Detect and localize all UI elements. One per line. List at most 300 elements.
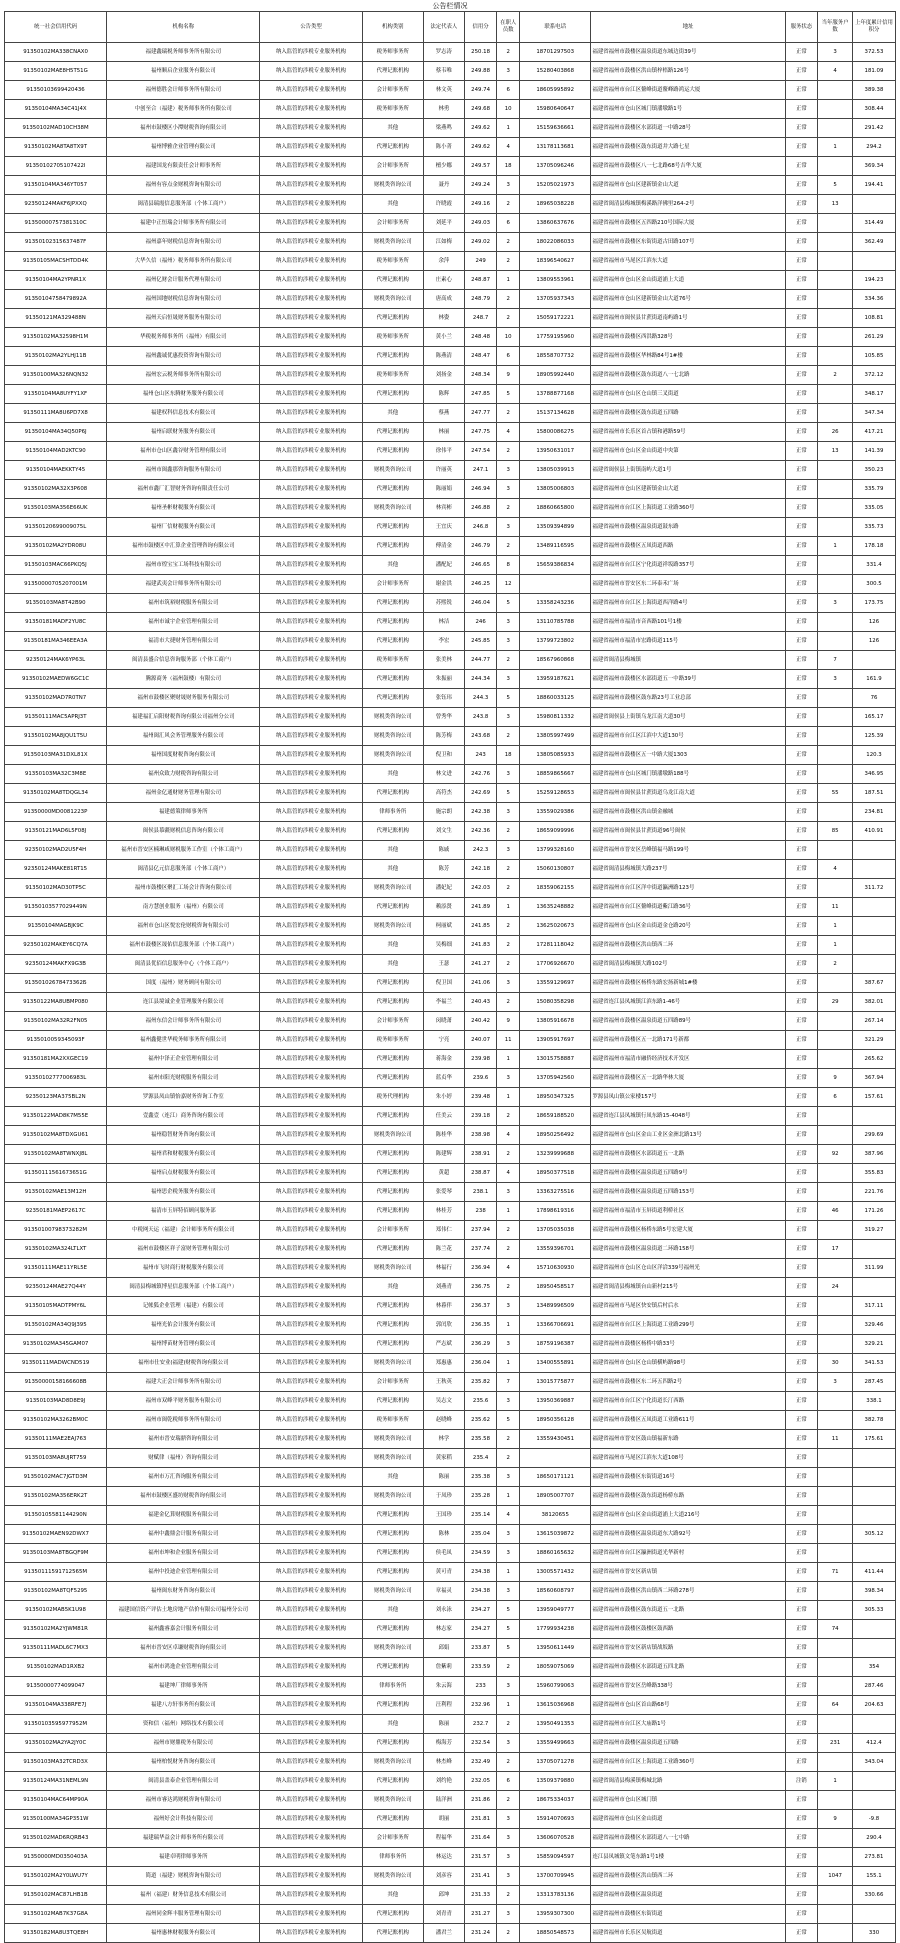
- table-cell: 福州中鑫鼎会计服务有限公司: [107, 1525, 260, 1544]
- table-cell: 福建省福州市台江区上海街道工业路299号: [591, 1316, 785, 1335]
- table-cell: 287.46: [852, 1677, 895, 1696]
- table-cell: 纳入监管的涉税专业服务机构: [260, 138, 362, 157]
- table-cell: 福建省福州市仓山区建新镇金山大道: [591, 480, 785, 499]
- table-cell: 福建省福州市鼓楼区水部街道八一七中路: [591, 1829, 785, 1848]
- table-cell: 246: [464, 613, 497, 632]
- table-cell: 2: [497, 499, 519, 518]
- table-cell: 15205021973: [519, 176, 591, 195]
- table-cell: 其他: [362, 195, 423, 214]
- table-cell: 91350102777006983L: [5, 1069, 107, 1088]
- table-cell: 财税类咨询公司: [362, 1449, 423, 1468]
- table-cell: 6: [497, 1772, 519, 1791]
- table-cell: 91350102MA338CNAX0: [5, 43, 107, 62]
- table-cell: 2: [497, 860, 519, 879]
- table-cell: 福州君和财税服务有限公司: [107, 1145, 260, 1164]
- table-cell: 91350104758479892A: [5, 290, 107, 309]
- table-cell: 潘配妃: [423, 556, 464, 575]
- table-cell: 汪利程: [423, 1696, 464, 1715]
- table-cell: 17799934238: [519, 1620, 591, 1639]
- table-cell: 福州市闽鑫那咨询服务有限公司: [107, 461, 260, 480]
- table-cell: 231.86: [464, 1791, 497, 1810]
- table-cell: 248.47: [464, 347, 497, 366]
- table-cell: 福州市鑫厂汇智财务咨询有限责任公司: [107, 480, 260, 499]
- table-cell: 13705035038: [519, 1221, 591, 1240]
- table-cell: 38120655: [519, 1506, 591, 1525]
- table-cell: 91350102MAC7JGTD3M: [5, 1468, 107, 1487]
- table-cell: 13905917697: [519, 1031, 591, 1050]
- table-cell: 唐高成: [423, 290, 464, 309]
- table-cell: 15980640647: [519, 100, 591, 119]
- table-cell: 纳入监管的涉税专业服务机构: [260, 1715, 362, 1734]
- table-cell: 律师事务所: [362, 803, 423, 822]
- table-cell: [818, 1050, 853, 1069]
- table-cell: 346.95: [852, 765, 895, 784]
- table-cell: 代理记账机构: [362, 1658, 423, 1677]
- table-cell: 税务代理机构: [362, 1088, 423, 1107]
- table-cell: [818, 1506, 853, 1525]
- table-cell: 正常: [785, 1050, 818, 1069]
- table-cell: 299.69: [852, 1126, 895, 1145]
- table-cell: 1: [497, 1696, 519, 1715]
- table-cell: -9.8: [852, 1810, 895, 1829]
- column-header: 机构类别: [362, 12, 423, 43]
- table-cell: 正常: [785, 214, 818, 233]
- table-cell: 13559029386: [519, 803, 591, 822]
- table-cell: 刘彦容: [423, 1867, 464, 1886]
- table-cell: 91350181MADF2YU8C: [5, 613, 107, 632]
- table-cell: 纳入监管的涉税专业服务机构: [260, 1392, 362, 1411]
- table-row: [5, 43, 896, 62]
- table-cell: 3: [497, 708, 519, 727]
- table-cell: [818, 1221, 853, 1240]
- table-cell: 财税类咨询公司: [362, 1867, 423, 1886]
- table-cell: 235.4: [464, 1449, 497, 1468]
- table-cell: 财税类咨询公司: [362, 1430, 423, 1449]
- table-cell: 3: [497, 1183, 519, 1202]
- table-cell: 纳入监管的涉税专业服务机构: [260, 309, 362, 328]
- table-cell: 91350102MAE8H5T51G: [5, 62, 107, 81]
- table-cell: 311.99: [852, 1259, 895, 1278]
- table-cell: 陈芳: [423, 860, 464, 879]
- table-cell: 12: [497, 575, 519, 594]
- table-cell: 1: [497, 1354, 519, 1373]
- table-cell: 正常: [785, 689, 818, 708]
- table-cell: 福州市鸿逸企业管理有限公司: [107, 1658, 260, 1677]
- table-cell: 233.87: [464, 1639, 497, 1658]
- table-cell: 正常: [785, 1430, 818, 1449]
- table-cell: 18759196387: [519, 1335, 591, 1354]
- table-cell: 3: [818, 43, 853, 62]
- table-cell: 程福华: [423, 1829, 464, 1848]
- table-cell: 338.1: [852, 1392, 895, 1411]
- table-cell: 代理记账机构: [362, 1544, 423, 1563]
- table-cell: 福州鑫诚优惠投资咨询有限公司: [107, 347, 260, 366]
- table-cell: 350.23: [852, 461, 895, 480]
- table-row: [5, 1715, 896, 1734]
- table-cell: 13950491353: [519, 1715, 591, 1734]
- table-cell: 232.05: [464, 1772, 497, 1791]
- table-row: [5, 309, 896, 328]
- table-row: [5, 1050, 896, 1069]
- table-cell: 235.58: [464, 1430, 497, 1449]
- table-cell: [818, 214, 853, 233]
- table-cell: 纳入监管的涉税专业服务机构: [260, 1753, 362, 1772]
- table-cell: 232.49: [464, 1753, 497, 1772]
- table-row: [5, 1544, 896, 1563]
- table-cell: 纳入监管的涉税专业服务机构: [260, 993, 362, 1012]
- table-cell: [852, 1791, 895, 1810]
- table-cell: 纳入监管的涉税专业服务机构: [260, 1088, 362, 1107]
- table-cell: 3: [497, 632, 519, 651]
- table-cell: 福建省福州市福清市融侨经济技术开发区: [591, 1050, 785, 1069]
- table-cell: 13509379880: [519, 1772, 591, 1791]
- table-cell: 1047: [818, 1867, 853, 1886]
- table-cell: [818, 100, 853, 119]
- table-cell: 郭闰欣: [423, 1316, 464, 1335]
- table-cell: 闽清县瑞霞信息服务部（个体工商户）: [107, 195, 260, 214]
- table-cell: 纳入监管的涉税专业服务机构: [260, 537, 362, 556]
- table-cell: 181.09: [852, 62, 895, 81]
- table-cell: 1: [497, 1050, 519, 1069]
- table-cell: 正常: [785, 100, 818, 119]
- table-cell: [852, 1240, 895, 1259]
- table-row: [5, 461, 896, 480]
- table-cell: 福州嘉年财税信息咨询有限公司: [107, 233, 260, 252]
- table-row: [5, 1240, 896, 1259]
- table-cell: 369.34: [852, 157, 895, 176]
- table-cell: 91350102MAEDW6GC1C: [5, 670, 107, 689]
- table-cell: 91350102MA2YLHJ11B: [5, 347, 107, 366]
- table-cell: 正常: [785, 1506, 818, 1525]
- table-cell: 91350104MAD2KTC90: [5, 442, 107, 461]
- table-cell: 福建省闽清县梅城镇大路102号: [591, 955, 785, 974]
- table-cell: 福州市仓山区悦宏伦财税咨询有限公司: [107, 917, 260, 936]
- table-cell: 代理记账机构: [362, 670, 423, 689]
- table-cell: 福清市大捷财务管理有限公司: [107, 632, 260, 651]
- table-cell: 正常: [785, 822, 818, 841]
- table-row: [5, 860, 896, 879]
- table-cell: 胡丽: [423, 1810, 464, 1829]
- table-cell: 会计师事务所: [362, 575, 423, 594]
- table-cell: 纳入监管的涉税专业服务机构: [260, 1772, 362, 1791]
- table-cell: 26: [818, 423, 853, 442]
- table-cell: 福建省福州市台江区鳌峰街道鳌峰路鸿运大厦: [591, 81, 785, 100]
- table-cell: 林暮伴: [423, 1297, 464, 1316]
- table-cell: 南方慧创业服务（福州）有限公司: [107, 898, 260, 917]
- table-cell: 7: [497, 1373, 519, 1392]
- table-cell: 18950356128: [519, 1411, 591, 1430]
- table-cell: 1: [497, 898, 519, 917]
- table-cell: 3: [497, 461, 519, 480]
- table-cell: [818, 727, 853, 746]
- table-cell: [852, 1620, 895, 1639]
- table-cell: 黄小兰: [423, 328, 464, 347]
- table-cell: 11: [818, 1430, 853, 1449]
- table-cell: 福建省闽侯县上街镇乌龙江南大道30号: [591, 708, 785, 727]
- table-cell: 福州市万汇咨询服务有限公司: [107, 1468, 260, 1487]
- table-cell: 30: [818, 1354, 853, 1373]
- table-row: [5, 252, 896, 271]
- table-cell: 15980811332: [519, 708, 591, 727]
- table-cell: 4: [497, 138, 519, 157]
- table-cell: 福州中泽正企业管理有限公司: [107, 1050, 260, 1069]
- table-cell: 福建省连江县凤城镇江滨东路1-46号: [591, 993, 785, 1012]
- table-cell: 3: [497, 480, 519, 499]
- table-header: [5, 12, 896, 43]
- table-cell: 6: [497, 347, 519, 366]
- table-cell: 2: [818, 366, 853, 385]
- table-cell: 243.8: [464, 708, 497, 727]
- table-cell: 福州市仕安业(福建)财税咨询有限公司: [107, 1354, 260, 1373]
- table-cell: 纳入监管的涉税专业服务机构: [260, 1544, 362, 1563]
- table-cell: 福建省福州市仓山区城门镇潘墩路1号: [591, 100, 785, 119]
- table-cell: 2: [497, 309, 519, 328]
- table-cell: 会计师事务所: [362, 1221, 423, 1240]
- table-cell: 5: [497, 594, 519, 613]
- table-cell: 3: [497, 1848, 519, 1867]
- table-cell: 纳入监管的涉税专业服务机构: [260, 1354, 362, 1373]
- table-cell: 闽侯县慕疆财税信息咨询有限公司: [107, 822, 260, 841]
- table-cell: 410.91: [852, 822, 895, 841]
- table-cell: 正常: [785, 879, 818, 898]
- table-cell: 正常: [785, 404, 818, 423]
- table-cell: 正常: [785, 1867, 818, 1886]
- table-cell: 正常: [785, 632, 818, 651]
- table-cell: 朱振丽: [423, 670, 464, 689]
- table-cell: 陈丽: [423, 1468, 464, 1487]
- table-row: [5, 1696, 896, 1715]
- table-cell: 纳入监管的涉税专业服务机构: [260, 1240, 362, 1259]
- table-cell: [818, 1791, 853, 1810]
- table-cell: 福州金亿通财财务管理有限公司: [107, 784, 260, 803]
- table-cell: 施宗朗: [423, 803, 464, 822]
- table-cell: 福建德策律师事务所: [107, 803, 260, 822]
- table-row: [5, 480, 896, 499]
- table-cell: 91350111MADL6C7MX3: [5, 1639, 107, 1658]
- table-cell: 246.65: [464, 556, 497, 575]
- table-cell: 2: [497, 993, 519, 1012]
- table-row: [5, 898, 896, 917]
- table-cell: 235.04: [464, 1525, 497, 1544]
- table-cell: 372.12: [852, 366, 895, 385]
- table-cell: 248.34: [464, 366, 497, 385]
- table-cell: 李宏: [423, 632, 464, 651]
- table-cell: 财税类咨询公司: [362, 1582, 423, 1601]
- table-cell: 正常: [785, 1031, 818, 1050]
- table-cell: 福建国龙有限责任会计师事务所: [107, 157, 260, 176]
- table-cell: [818, 1886, 853, 1905]
- table-cell: 91350111MA8U6PD7X8: [5, 404, 107, 423]
- table-cell: 238.1: [464, 1183, 497, 1202]
- table-cell: 18605995892: [519, 81, 591, 100]
- table-cell: 正常: [785, 461, 818, 480]
- table-cell: 黄可青: [423, 1563, 464, 1582]
- table-cell: 236.75: [464, 1278, 497, 1297]
- table-cell: 纳入监管的涉税专业服务机构: [260, 1335, 362, 1354]
- table-cell: 10: [497, 328, 519, 347]
- table-cell: 2: [497, 1430, 519, 1449]
- table-cell: [818, 1639, 853, 1658]
- table-cell: 柯丽斌: [423, 917, 464, 936]
- table-cell: 福建省福州市台江区江滨中大道130号: [591, 727, 785, 746]
- table-cell: 会计师事务所: [362, 214, 423, 233]
- table-cell: 2: [497, 43, 519, 62]
- table-row: [5, 1658, 896, 1677]
- table-cell: 13805916678: [519, 1012, 591, 1031]
- table-cell: 福建省福州市长乐区吴航街道: [591, 1924, 785, 1943]
- table-cell: 正常: [785, 1582, 818, 1601]
- table-cell: 福建省福州市仓山区城门镇: [591, 1791, 785, 1810]
- table-row: [5, 1278, 896, 1297]
- table-cell: 福建省福州市仓山区金山街道: [591, 1810, 785, 1829]
- table-cell: 1: [818, 537, 853, 556]
- table-cell: 1: [497, 1202, 519, 1221]
- table-cell: 247.77: [464, 404, 497, 423]
- table-cell: 13606070528: [519, 1829, 591, 1848]
- table-row: [5, 993, 896, 1012]
- table-cell: 纳入监管的涉税专业服务机构: [260, 822, 362, 841]
- table-cell: 18850548573: [519, 1924, 591, 1943]
- table-cell: 纳入监管的涉税专业服务机构: [260, 252, 362, 271]
- table-cell: 刘青青: [423, 1905, 464, 1924]
- table-cell: [818, 119, 853, 138]
- table-cell: 5: [497, 1639, 519, 1658]
- table-cell: 2: [497, 1278, 519, 1297]
- table-row: [5, 1449, 896, 1468]
- table-cell: 黄超: [423, 1164, 464, 1183]
- table-cell: 代理记账机构: [362, 62, 423, 81]
- table-cell: 福建省福州市鼓楼区温泉街道五四路: [591, 1734, 785, 1753]
- table-cell: 纳入监管的涉税专业服务机构: [260, 1373, 362, 1392]
- table-cell: 福建省闽侯县上街镇南屿大道1号: [591, 461, 785, 480]
- table-cell: 纳入监管的涉税专业服务机构: [260, 1126, 362, 1145]
- table-cell: 福州市财鼎税务有限公司: [107, 1734, 260, 1753]
- table-cell: 其他: [362, 860, 423, 879]
- table-cell: 91350102MAB5K1U98: [5, 1601, 107, 1620]
- table-cell: 李福兰: [423, 993, 464, 1012]
- table-cell: 412.4: [852, 1734, 895, 1753]
- table-cell: 福建省福州市鼓楼区温泉街道五四路153号: [591, 1183, 785, 1202]
- table-cell: 329.46: [852, 1316, 895, 1335]
- table-cell: 92350102MAKEY6CQ7A: [5, 936, 107, 955]
- table-cell: 正常: [785, 1316, 818, 1335]
- table-cell: [818, 765, 853, 784]
- table-cell: 福建省福州市晋安区岳峰路338号: [591, 1677, 785, 1696]
- table-cell: 福建省福州市仓山区首山路68号: [591, 1696, 785, 1715]
- table-cell: 231.81: [464, 1810, 497, 1829]
- table-cell: [818, 1012, 853, 1031]
- table-cell: 福建大正会计师事务所有限公司: [107, 1373, 260, 1392]
- table-row: [5, 1145, 896, 1164]
- table-cell: 91350105MACSHTDD4K: [5, 252, 107, 271]
- table-cell: 林桂芳: [423, 1202, 464, 1221]
- table-cell: 福建省福州市仓山区金山街道浦上大道216号: [591, 1506, 785, 1525]
- table-cell: 13110785788: [519, 613, 591, 632]
- table-cell: 福建瑞华益会计师事务所有限公司: [107, 1829, 260, 1848]
- table-cell: 29: [818, 993, 853, 1012]
- table-cell: 13005571432: [519, 1563, 591, 1582]
- table-cell: 正常: [785, 157, 818, 176]
- table-body: [5, 43, 896, 1943]
- table-cell: 2: [497, 404, 519, 423]
- table-row: [5, 955, 896, 974]
- table-cell: [818, 575, 853, 594]
- table-cell: 蓝贞华: [423, 1069, 464, 1088]
- table-cell: 正常: [785, 708, 818, 727]
- table-cell: 其他: [362, 1715, 423, 1734]
- table-cell: 纳入监管的涉税专业服务机构: [260, 1924, 362, 1943]
- table-cell: 中税网天运（福建）会计师事务所有限公司: [107, 1221, 260, 1240]
- table-cell: 国度（福州）财务顾问有限公司: [107, 974, 260, 993]
- table-row: [5, 1563, 896, 1582]
- table-cell: 邱坤: [423, 1886, 464, 1905]
- table-cell: 13559430451: [519, 1430, 591, 1449]
- table-cell: 13799328160: [519, 841, 591, 860]
- table-cell: 福州国度财税咨询有限公司: [107, 746, 260, 765]
- table-cell: 纳入监管的涉税专业服务机构: [260, 385, 362, 404]
- table-cell: 6: [497, 214, 519, 233]
- table-cell: 18059075069: [519, 1658, 591, 1677]
- table-cell: 91350102MA8TQF5295: [5, 1582, 107, 1601]
- table-cell: 福建省福州市晋安区东二环泰禾广场: [591, 575, 785, 594]
- table-cell: 王宜庆: [423, 518, 464, 537]
- table-cell: 175.61: [852, 1430, 895, 1449]
- table-cell: 陆洋洲: [423, 1791, 464, 1810]
- table-cell: 蔡燕: [423, 404, 464, 423]
- table-cell: 纳入监管的涉税专业服务机构: [260, 214, 362, 233]
- table-cell: 纳入监管的涉税专业服务机构: [260, 1620, 362, 1639]
- table-cell: 福州（福建）财务信息技术有限公司: [107, 1886, 260, 1905]
- table-cell: 3: [497, 1297, 519, 1316]
- table-cell: 91350000705207001M: [5, 575, 107, 594]
- table-row: [5, 1886, 896, 1905]
- table-row: [5, 1221, 896, 1240]
- table-cell: 福建省福州市福清市玉屏街道利桥社区: [591, 1202, 785, 1221]
- table-cell: 18659188520: [519, 1107, 591, 1126]
- table-cell: 聂丹: [423, 176, 464, 195]
- column-header: 当年服务户数: [818, 12, 853, 43]
- table-cell: 纳入监管的涉税专业服务机构: [260, 347, 362, 366]
- table-cell: 2: [497, 822, 519, 841]
- table-cell: [818, 1677, 853, 1696]
- table-cell: 纳入监管的涉税专业服务机构: [260, 917, 362, 936]
- table-cell: 92350124MAKF6JPXXQ: [5, 195, 107, 214]
- table-cell: 福州闽东财务咨询有限公司: [107, 1582, 260, 1601]
- table-cell: 代理记账机构: [362, 385, 423, 404]
- table-cell: 福州鑫睿嘉会计服务有限公司: [107, 1620, 260, 1639]
- table-cell: 福州鑫健世华税务师事务所有限公司: [107, 1031, 260, 1050]
- table-cell: 会计师事务所: [362, 157, 423, 176]
- table-cell: 福建武夷会计师事务所有限公司: [107, 575, 260, 594]
- table-cell: 梅海芳: [423, 1734, 464, 1753]
- table-cell: 纳入监管的涉税专业服务机构: [260, 1487, 362, 1506]
- institution-table: [4, 11, 896, 1943]
- table-row: [5, 1202, 896, 1221]
- table-cell: 纳入监管的涉税专业服务机构: [260, 651, 362, 670]
- table-cell: 13950631017: [519, 442, 591, 461]
- table-cell: 2: [497, 1753, 519, 1772]
- table-row: [5, 917, 896, 936]
- table-cell: 92350102MAD2U5F4H: [5, 841, 107, 860]
- table-cell: 纳入监管的涉税专业服务机构: [260, 1905, 362, 1924]
- table-cell: 247.1: [464, 461, 497, 480]
- table-cell: 55: [818, 784, 853, 803]
- table-cell: 纳入监管的涉税专业服务机构: [260, 1202, 362, 1221]
- table-cell: 刘约艳: [423, 1772, 464, 1791]
- table-cell: 387.67: [852, 974, 895, 993]
- table-cell: 纳入监管的涉税专业服务机构: [260, 765, 362, 784]
- table-cell: 中创至合（福建）税务师事务所有限公司: [107, 100, 260, 119]
